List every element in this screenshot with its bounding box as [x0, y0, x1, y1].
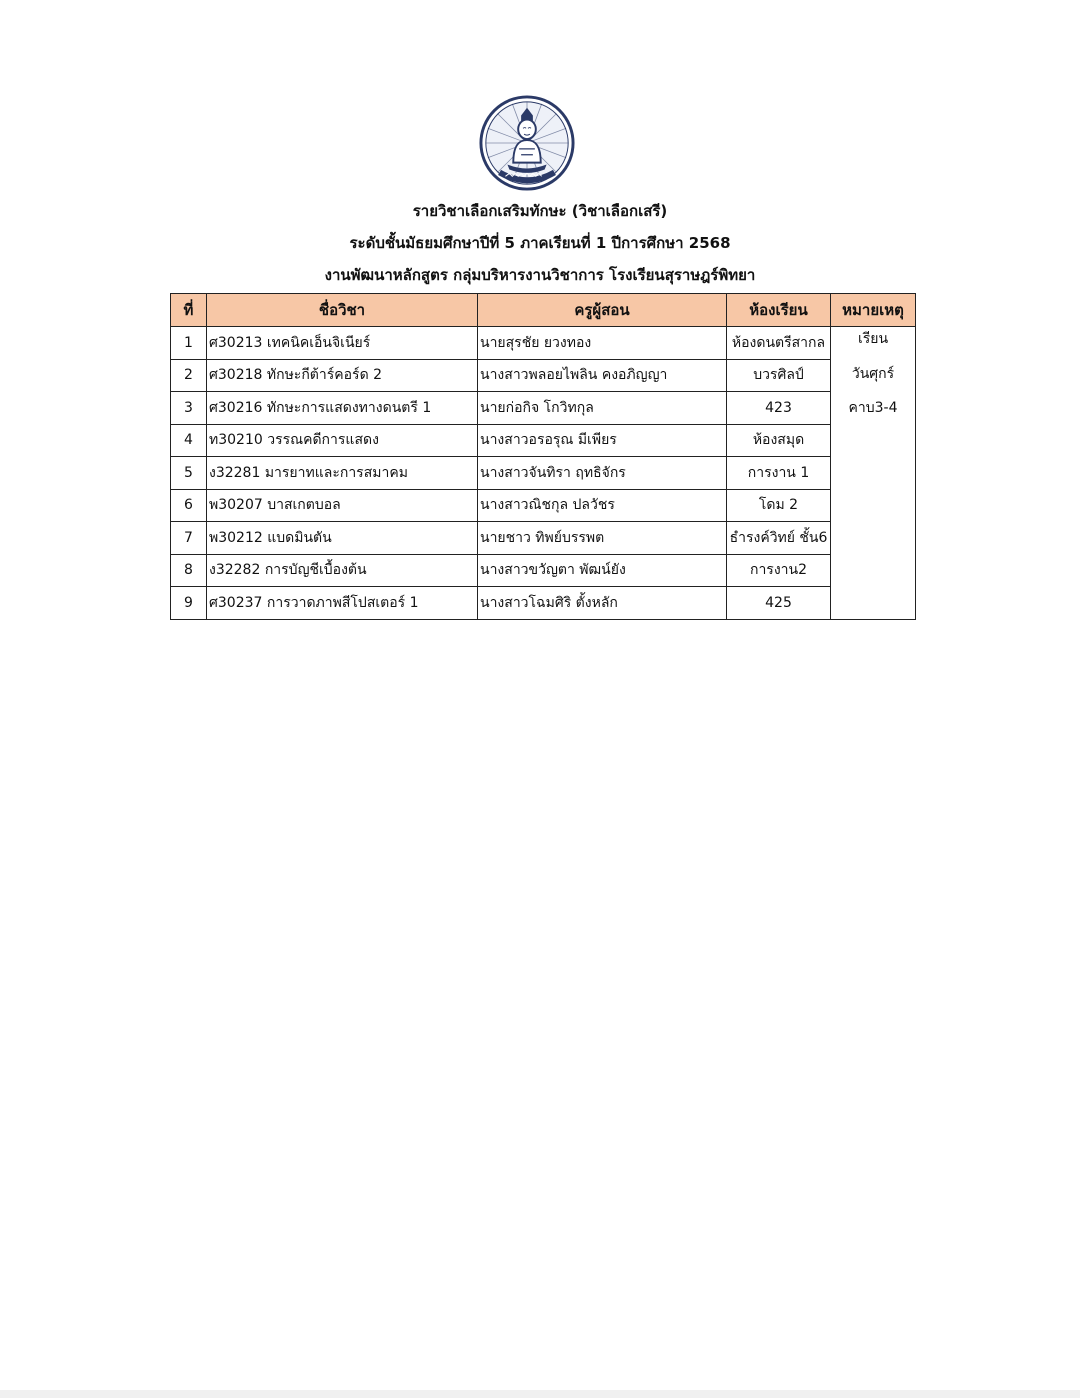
table-row [171, 457, 916, 490]
row-number: 4 [171, 424, 207, 457]
table-row [171, 522, 916, 555]
classroom: โดม 2 [727, 489, 831, 522]
subject-name: ศ30213 เทคนิคเอ็นจิเนียร์ [207, 327, 478, 360]
subject-name: ง32282 การบัญชีเบื้องต้น [207, 554, 478, 587]
teacher-name: นางสาวพลอยไพลิน คงอภิญญา [478, 359, 727, 392]
subject-name: ศ30216 ทักษะการแสดงทางดนตรี 1 [207, 392, 478, 425]
table-row [171, 359, 916, 392]
teacher-name: นายก่อกิจ โกวิทกุล [478, 392, 727, 425]
teacher-name: นางสาวขวัญตา พัฒน์ยัง [478, 554, 727, 587]
classroom: การงาน2 [727, 554, 831, 587]
column-header-no: ที่ [171, 294, 207, 327]
column-header-room: ห้องเรียน [727, 294, 831, 327]
row-number: 9 [171, 587, 207, 620]
teacher-name: นายสุรชัย ยวงทอง [478, 327, 727, 360]
subject-name: ศ30237 การวาดภาพสีโปสเตอร์ 1 [207, 587, 478, 620]
note-line-day: วันศุกร์ [851, 365, 895, 382]
row-number: 7 [171, 522, 207, 555]
row-number: 5 [171, 457, 207, 490]
table-row [171, 424, 916, 457]
teacher-name: นายชาว ทิพย์บรรพต [478, 522, 727, 555]
subject-name: ศ30218 ทักษะกีต้าร์คอร์ด 2 [207, 359, 478, 392]
note-line-study: เรียน [857, 331, 889, 347]
document-subtitle-level: ระดับชั้นมัธยมศึกษาปีที่ 5 ภาคเรียนที่ 1 ปีการศึกษา 2568 [349, 234, 731, 252]
school-emblem-icon [478, 94, 576, 192]
column-header-teacher: ครูผู้สอน [478, 294, 727, 327]
row-number: 1 [171, 327, 207, 360]
subject-name: พ30212 แบดมินตัน [207, 522, 478, 555]
note-cell [831, 327, 916, 620]
row-number: 3 [171, 392, 207, 425]
subject-name: พ30207 บาสเกตบอล [207, 489, 478, 522]
teacher-name: นางสาวณิชกุล ปลวัชร [478, 489, 727, 522]
row-number: 8 [171, 554, 207, 587]
classroom: การงาน 1 [727, 457, 831, 490]
note-line-period: คาบ3-4 [848, 400, 898, 416]
subject-name: ง32281 มารยาทและการสมาคม [207, 457, 478, 490]
elective-course-table [170, 293, 916, 620]
table-row [171, 554, 916, 587]
teacher-name: นางสาวอรอรุณ มีเพียร [478, 424, 727, 457]
classroom: 423 [727, 392, 831, 425]
table-row [171, 327, 916, 360]
teacher-name: นางสาวจันทิรา ฤทธิจักร [478, 457, 727, 490]
classroom: 425 [727, 587, 831, 620]
table-header-row [171, 294, 916, 327]
subject-name: ท30210 วรรณคดีการแสดง [207, 424, 478, 457]
table-row [171, 392, 916, 425]
row-number: 6 [171, 489, 207, 522]
classroom: บวรศิลป์ [727, 359, 831, 392]
table-row [171, 587, 916, 620]
column-header-note: หมายเหตุ [831, 294, 916, 327]
classroom: ธำรงค์วิทย์ ชั้น6 [727, 522, 831, 555]
document-title: รายวิชาเลือกเสริมทักษะ (วิชาเลือกเสรี) [412, 202, 668, 220]
column-header-subject: ชื่อวิชา [207, 294, 478, 327]
table-row [171, 489, 916, 522]
page-bottom-edge [0, 1390, 1080, 1398]
classroom: ห้องสมุด [727, 424, 831, 457]
teacher-name: นางสาวโฉมศิริ ตั้งหลัก [478, 587, 727, 620]
document-subtitle-department: งานพัฒนาหลักสูตร กลุ่มบริหารงานวิชาการ โรงเรียนสุราษฎร์พิทยา [324, 266, 756, 284]
row-number: 2 [171, 359, 207, 392]
classroom: ห้องดนตรีสากล [727, 327, 831, 360]
